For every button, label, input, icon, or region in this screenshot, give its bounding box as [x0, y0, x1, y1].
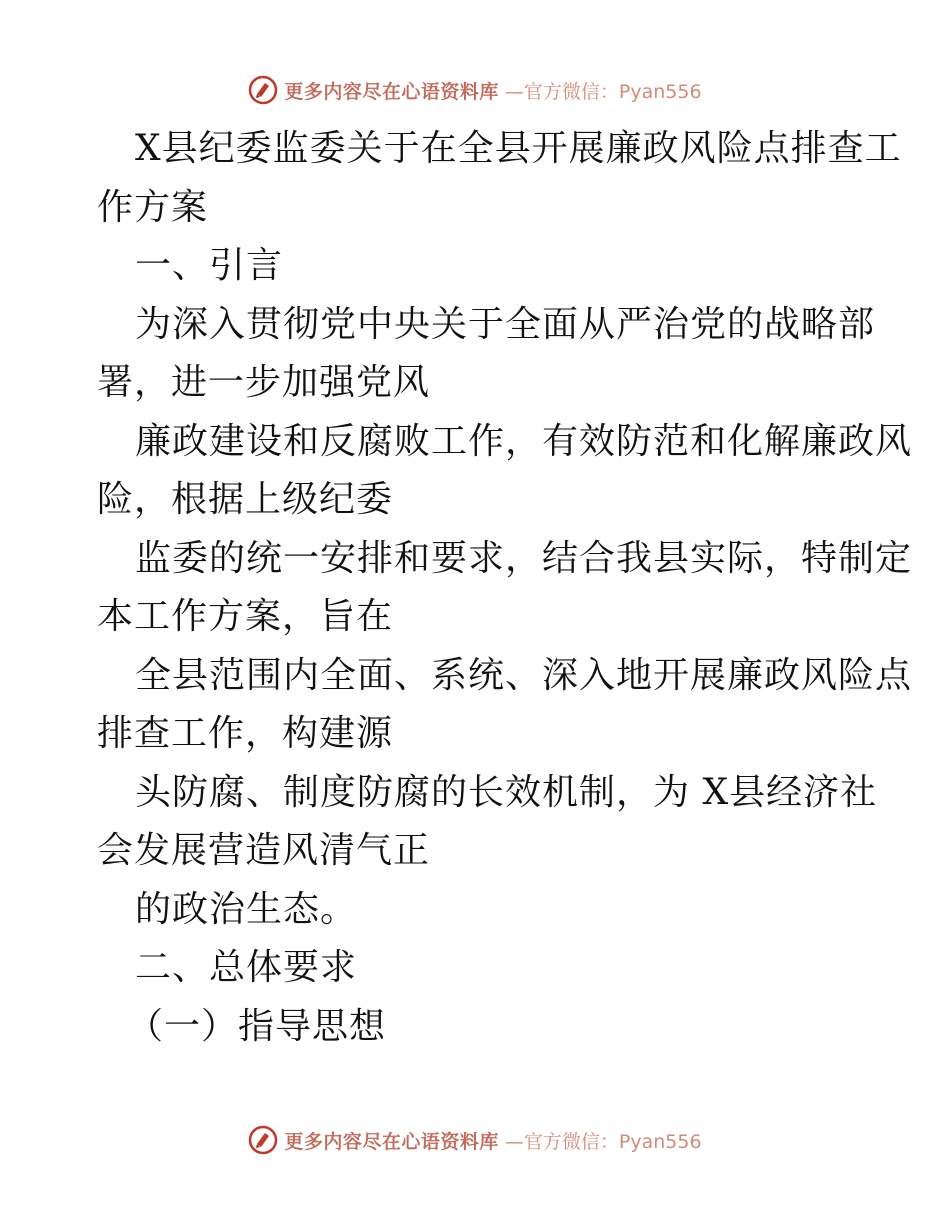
- watermark-suffix: —官方微信：Pyan556: [504, 80, 702, 103]
- paragraph-line: 本工作方案，旨在: [97, 596, 394, 637]
- watermark-logo-icon: [248, 1125, 278, 1155]
- paragraph-line: 为深入贯彻党中央关于全面从严治党的战略部: [135, 303, 876, 345]
- paragraph-line: 会发展营造风清气正: [97, 830, 431, 871]
- document-title-line-1: X县纪委监委关于在全县开展廉政风险点排查工: [135, 128, 902, 169]
- section-heading-intro: 一、引言: [135, 245, 284, 286]
- paragraph-line: 的政治生态。: [135, 888, 358, 930]
- paragraph-line: 廉政建设和反腐败工作，有效防范和化解廉政风: [135, 420, 913, 462]
- watermark-text: 更多内容尽在心语资料库: [284, 80, 499, 103]
- watermark-logo-icon: [248, 75, 278, 105]
- paragraph-line: 监委的统一安排和要求，结合我县实际，特制定: [135, 537, 913, 579]
- footer-watermark: [0, 1122, 950, 1158]
- paragraph-line: 全县范围内全面、系统、深入地开展廉政风险点: [135, 654, 913, 696]
- subsection-heading-guiding-thought: （一）指导思想: [127, 1005, 387, 1047]
- paragraph-line: 险，根据上级纪委: [97, 479, 394, 520]
- paragraph-line: 署，进一步加强党风: [97, 362, 431, 403]
- watermark-suffix: —官方微信：Pyan556: [504, 1130, 702, 1153]
- paragraph-line: 头防腐、制度防腐的长效机制，为 X县经济社: [135, 771, 878, 813]
- watermark-text: 更多内容尽在心语资料库: [284, 1130, 499, 1153]
- document-body: [97, 120, 913, 1056]
- header-watermark: [0, 72, 950, 108]
- section-heading-requirements: 二、总体要求: [135, 947, 358, 988]
- document-title-line-2: 作方案: [97, 186, 209, 228]
- paragraph-line: 排查工作，构建源: [97, 713, 394, 754]
